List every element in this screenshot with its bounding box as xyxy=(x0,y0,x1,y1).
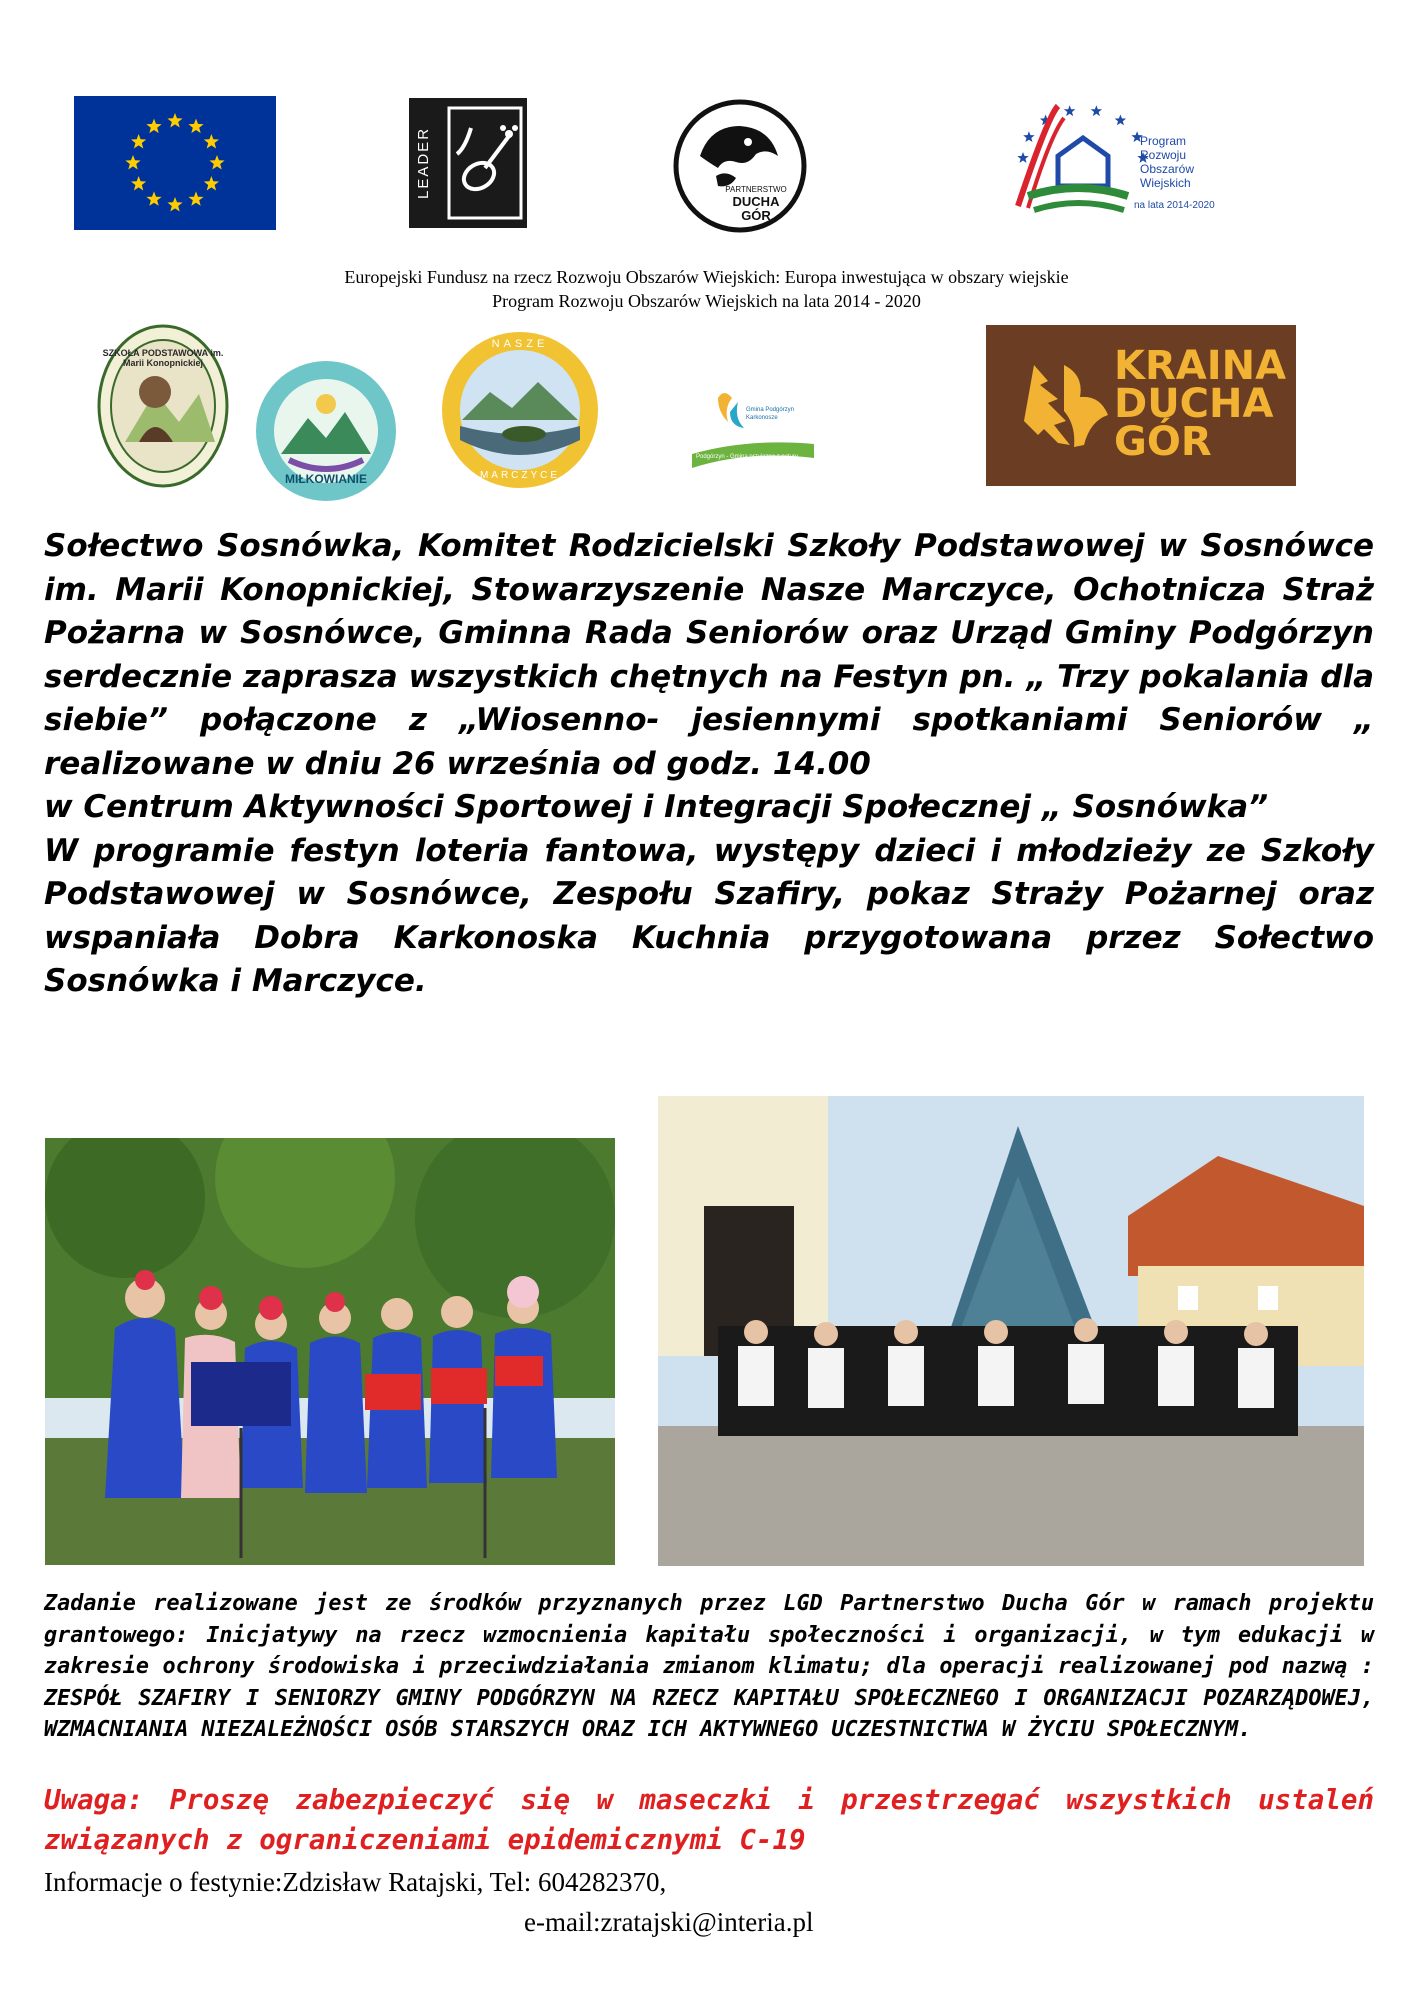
eu-star-icon xyxy=(146,119,161,134)
eu-flag-logo xyxy=(74,96,276,230)
epidemic-warning xyxy=(44,1780,1374,1860)
contact-info xyxy=(44,1862,1374,1942)
prow-years: na lata 2014-2020 xyxy=(1134,200,1215,211)
prow-title xyxy=(1140,134,1194,190)
prow-title-line: Wiejskich xyxy=(1140,176,1191,190)
caption-line-2: Program Rozwoju Obszarów Wiejskich na lata 2014 - 2020 xyxy=(492,291,921,311)
svg-text:PARTNERSTWO: PARTNERSTWO xyxy=(725,185,787,194)
marczyce-bottom-label: MARCZYCE xyxy=(479,470,561,481)
school-group-photo-illustration xyxy=(658,1096,1364,1566)
prow-star-icon xyxy=(1064,105,1076,116)
eu-star-icon xyxy=(131,134,146,149)
kraina-emblem-icon xyxy=(1014,325,1124,486)
marczyce-top-label: NASZE xyxy=(491,338,549,350)
eu-star-icon xyxy=(131,176,146,191)
contact-phone-line: Informacje o festynie:Zdzisław Ratajski, Tel: 604282370, xyxy=(44,1867,667,1897)
marczyce-emblem-icon xyxy=(440,330,600,490)
eu-star-icon xyxy=(204,176,219,191)
partnerstwo-ducha-gor-logo xyxy=(670,96,810,236)
photo-seniors-choir xyxy=(45,1138,615,1565)
eu-star-icon xyxy=(167,113,182,128)
svg-text:DUCHA: DUCHA xyxy=(732,194,780,209)
nasze-marczyce-logo xyxy=(440,330,600,490)
gmina-podgorzyn-logo xyxy=(688,388,820,472)
leader-emblem-icon xyxy=(409,98,527,228)
caption-line-1: Europejski Fundusz na rzecz Rozwoju Obszarów Wiejskich: Europa inwestująca w obszary wiejskie xyxy=(344,267,1069,287)
eu-stars-icon xyxy=(74,96,276,230)
leader-logo xyxy=(409,98,527,228)
szkola-podstawowa-logo xyxy=(95,322,231,490)
eu-star-icon xyxy=(188,119,203,134)
gmina-slogan: Podgórzyn - Gmina przyjazna z natury xyxy=(696,454,799,460)
choir-photo-illustration xyxy=(45,1138,615,1565)
funding-note xyxy=(44,1588,1374,1746)
kraina-word: GÓR xyxy=(1114,419,1212,465)
contact-email-line[interactable]: e-mail:zratajski@interia.pl xyxy=(524,1907,814,1937)
prow-title-line: Rozwoju xyxy=(1140,148,1187,162)
eu-star-icon xyxy=(125,155,140,170)
milkowianie-logo xyxy=(253,358,399,504)
kraina-word: KRAINA xyxy=(1114,343,1287,389)
prow-logo xyxy=(988,96,1218,226)
announcement-paragraph-1: Sołectwo Sosnówka, Komitet Rodzicielski Szkoły Podstawowej w Sosnówce im. Marii Konopnickiej, Stowarzyszenie Nasze Marczyce, Ochotnicza Straż Pożarna w Sosnówce, Gminna Rada Seniorów oraz Urząd Gminy Podgórzyn serdecznie zaprasza wszystkich chętnych na Festyn pn. „ Trzy pokalania dla siebie” połączone z „Wiosenno- jesiennymi spotkaniami Seniorów „ realizowane w dniu 26 września od godz. 14.00 xyxy=(44,528,1374,782)
prow-title-line: Obszarów xyxy=(1140,162,1195,176)
kraina-ducha-gor-logo xyxy=(986,325,1296,486)
eu-star-icon xyxy=(146,191,161,205)
leader-label: LEADER xyxy=(415,126,432,200)
ducha-gor-emblem-icon xyxy=(670,96,810,236)
milk-label: MIŁKOWIANIE xyxy=(285,472,367,486)
epidemic-warning-text: Uwaga: Proszę zabezpieczyć się w maseczki i przestrzegać wszystkich ustaleń związanych z ograniczeniami epidemicznymi C-19 xyxy=(44,1784,1374,1856)
funding-note-text: Zadanie realizowane jest ze środków przyznanych przez LGD Partnerstwo Ducha Gór w ramach projektu grantowego: Inicjatywy na rzecz wzmocnienia kapitału społeczności i organizacji, w tym edukacji w zakresie ochrony środowiska i przeciwdziałania zmianom klimatu; dla operacji realizowanej pod nazwą : ZESPÓŁ SZAFIRY I SENIORZY GMINY PODGÓRZYN NA RZECZ KAPITAŁU SPOŁECZNEGO I ORGANIZACJI POZARZĄDOWEJ, WZMACNIANIA NIEZALEŻNOŚCI OSÓB STARSZYCH ORAZ ICH AKTYWNEGO UCZESTNICTWA W ŻYCIU SPOŁECZNYM. xyxy=(44,1591,1374,1742)
announcement-paragraph-2: w Centrum Aktywności Sportowej i Integracji Społecznej „ Sosnówka” xyxy=(44,789,1269,825)
prow-star-icon xyxy=(1023,131,1034,142)
photo-school-group xyxy=(658,1096,1364,1566)
kraina-wordmark xyxy=(1114,343,1287,465)
szkola-label: SZKOŁA PODSTAWOWA im. Marii Konopnickiej xyxy=(102,348,224,368)
eu-star-icon xyxy=(167,197,182,212)
prow-title-line: Program xyxy=(1140,134,1187,148)
eu-star-icon xyxy=(188,191,203,205)
announcement-text xyxy=(44,525,1374,1004)
svg-text:GÓR: GÓR xyxy=(741,208,771,223)
prow-star-icon xyxy=(1091,105,1103,116)
announcement-paragraph-3: W programie festyn loteria fantowa, występy dzieci i młodzieży ze Szkoły Podstawowej w Sosnówce, Zespołu Szafiry, pokaz Straży Pożarnej oraz wspaniała Dobra Karkonoska Kuchnia przygotowana przez Sołectwo Sosnówka i Marczyce. xyxy=(44,832,1374,999)
gmina-label: Gmina Podgórzyn Karkonosze xyxy=(746,407,795,421)
funding-caption xyxy=(0,265,1413,313)
eu-star-icon xyxy=(209,155,224,170)
kraina-word: DUCHA xyxy=(1114,381,1274,427)
prow-star-icon xyxy=(1115,115,1126,126)
eu-star-icon xyxy=(204,134,219,149)
prow-star-icon xyxy=(1017,152,1028,163)
